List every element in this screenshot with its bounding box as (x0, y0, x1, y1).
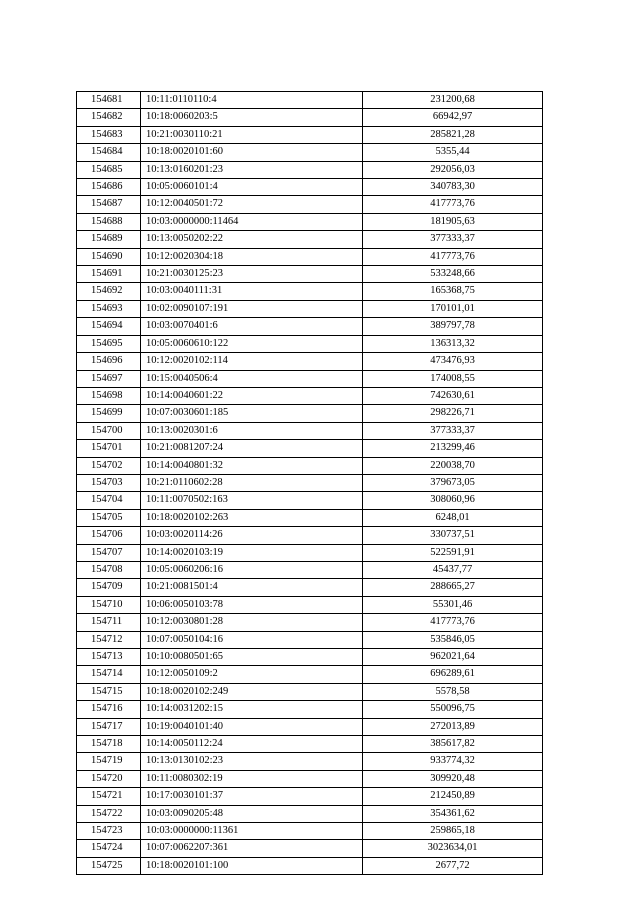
amount-cell: 272013,89 (363, 718, 543, 735)
cadastral-number-cell: 10:02:0090107:191 (141, 300, 363, 317)
row-id-cell: 154687 (77, 196, 141, 213)
amount-cell: 174008,55 (363, 370, 543, 387)
cadastral-number-cell: 10:14:0040801:32 (141, 457, 363, 474)
cadastral-number-cell: 10:03:0090205:48 (141, 805, 363, 822)
cadastral-number-cell: 10:18:0020102:263 (141, 509, 363, 526)
cadastral-number-cell: 10:14:0050112:24 (141, 736, 363, 753)
row-id-cell: 154683 (77, 126, 141, 143)
cadastral-number-cell: 10:21:0081207:24 (141, 440, 363, 457)
table-row (77, 596, 543, 613)
cadastral-number-cell: 10:12:0040501:72 (141, 196, 363, 213)
amount-cell: 3023634,01 (363, 840, 543, 857)
amount-cell: 354361,62 (363, 805, 543, 822)
row-id-cell: 154714 (77, 666, 141, 683)
amount-cell: 136313,32 (363, 335, 543, 352)
table-row (77, 266, 543, 283)
amount-cell: 535846,05 (363, 631, 543, 648)
amount-cell: 377333,37 (363, 422, 543, 439)
table-row (77, 492, 543, 509)
row-id-cell: 154704 (77, 492, 141, 509)
amount-cell: 66942,97 (363, 109, 543, 126)
row-id-cell: 154719 (77, 753, 141, 770)
amount-cell: 389797,78 (363, 318, 543, 335)
row-id-cell: 154702 (77, 457, 141, 474)
cadastral-number-cell: 10:07:0050104:16 (141, 631, 363, 648)
cadastral-number-cell: 10:12:0050109:2 (141, 666, 363, 683)
table-row (77, 335, 543, 352)
cadastral-number-cell: 10:14:0040601:22 (141, 387, 363, 404)
cadastral-number-cell: 10:17:0030101:37 (141, 788, 363, 805)
row-id-cell: 154722 (77, 805, 141, 822)
amount-cell: 417773,76 (363, 248, 543, 265)
amount-cell: 170101,01 (363, 300, 543, 317)
cadastral-number-cell: 10:03:0020114:26 (141, 527, 363, 544)
amount-cell: 45437,77 (363, 561, 543, 578)
cadastral-number-cell: 10:13:0160201:23 (141, 161, 363, 178)
amount-cell: 181905,63 (363, 213, 543, 230)
table-row (77, 231, 543, 248)
table-row (77, 527, 543, 544)
cadastral-number-cell: 10:21:0081501:4 (141, 579, 363, 596)
amount-cell: 533248,66 (363, 266, 543, 283)
amount-cell: 292056,03 (363, 161, 543, 178)
table-row (77, 788, 543, 805)
table-row (77, 387, 543, 404)
cadastral-number-cell: 10:14:0031202:15 (141, 701, 363, 718)
cadastral-number-cell: 10:18:0020102:249 (141, 683, 363, 700)
table-row (77, 823, 543, 840)
amount-cell: 550096,75 (363, 701, 543, 718)
amount-cell: 385617,82 (363, 736, 543, 753)
row-id-cell: 154688 (77, 213, 141, 230)
table-row (77, 161, 543, 178)
row-id-cell: 154695 (77, 335, 141, 352)
table-row (77, 126, 543, 143)
cadastral-number-cell: 10:07:0030601:185 (141, 405, 363, 422)
cadastral-number-cell: 10:03:0000000:11361 (141, 823, 363, 840)
amount-cell: 259865,18 (363, 823, 543, 840)
row-id-cell: 154700 (77, 422, 141, 439)
cadastral-number-cell: 10:21:0030125:23 (141, 266, 363, 283)
row-id-cell: 154711 (77, 614, 141, 631)
row-id-cell: 154694 (77, 318, 141, 335)
cadastral-number-cell: 10:18:0020101:100 (141, 857, 363, 874)
row-id-cell: 154685 (77, 161, 141, 178)
row-id-cell: 154703 (77, 474, 141, 491)
cadastral-number-cell: 10:05:0060206:16 (141, 561, 363, 578)
table-row (77, 109, 543, 126)
table-row (77, 701, 543, 718)
cadastral-number-cell: 10:05:0060101:4 (141, 179, 363, 196)
amount-cell: 696289,61 (363, 666, 543, 683)
row-id-cell: 154691 (77, 266, 141, 283)
table-row (77, 405, 543, 422)
amount-cell: 340783,30 (363, 179, 543, 196)
cadastral-number-cell: 10:18:0020101:60 (141, 144, 363, 161)
amount-cell: 213299,46 (363, 440, 543, 457)
cadastral-number-cell: 10:14:0020103:19 (141, 544, 363, 561)
row-id-cell: 154706 (77, 527, 141, 544)
amount-cell: 933774,32 (363, 753, 543, 770)
table-row (77, 422, 543, 439)
table-row (77, 614, 543, 631)
cadastral-number-cell: 10:13:0020301:6 (141, 422, 363, 439)
row-id-cell: 154710 (77, 596, 141, 613)
table-row (77, 753, 543, 770)
cadastral-number-cell: 10:21:0030110:21 (141, 126, 363, 143)
amount-cell: 417773,76 (363, 614, 543, 631)
table-row (77, 561, 543, 578)
row-id-cell: 154716 (77, 701, 141, 718)
table-row (77, 579, 543, 596)
cadastral-number-cell: 10:11:0070502:163 (141, 492, 363, 509)
table-body (77, 92, 543, 875)
amount-cell: 212450,89 (363, 788, 543, 805)
row-id-cell: 154698 (77, 387, 141, 404)
amount-cell: 417773,76 (363, 196, 543, 213)
row-id-cell: 154723 (77, 823, 141, 840)
cadastral-number-cell: 10:03:0070401:6 (141, 318, 363, 335)
amount-cell: 5578,58 (363, 683, 543, 700)
table-row (77, 318, 543, 335)
row-id-cell: 154709 (77, 579, 141, 596)
table-row (77, 544, 543, 561)
row-id-cell: 154705 (77, 509, 141, 526)
table-row (77, 92, 543, 109)
row-id-cell: 154686 (77, 179, 141, 196)
table-row (77, 353, 543, 370)
table-row (77, 649, 543, 666)
row-id-cell: 154717 (77, 718, 141, 735)
row-id-cell: 154689 (77, 231, 141, 248)
table-row (77, 283, 543, 300)
amount-cell: 377333,37 (363, 231, 543, 248)
table-row (77, 857, 543, 874)
amount-cell: 298226,71 (363, 405, 543, 422)
table-row (77, 683, 543, 700)
cadastral-number-cell: 10:21:0110602:28 (141, 474, 363, 491)
table-row (77, 179, 543, 196)
amount-cell: 285821,28 (363, 126, 543, 143)
row-id-cell: 154713 (77, 649, 141, 666)
table-row (77, 805, 543, 822)
amount-cell: 165368,75 (363, 283, 543, 300)
cadastral-number-cell: 10:03:0040111:31 (141, 283, 363, 300)
amount-cell: 2677,72 (363, 857, 543, 874)
row-id-cell: 154720 (77, 770, 141, 787)
cadastral-number-cell: 10:06:0050103:78 (141, 596, 363, 613)
amount-cell: 220038,70 (363, 457, 543, 474)
row-id-cell: 154712 (77, 631, 141, 648)
row-id-cell: 154697 (77, 370, 141, 387)
row-id-cell: 154681 (77, 92, 141, 109)
cadastral-number-cell: 10:10:0080501:65 (141, 649, 363, 666)
table-row (77, 213, 543, 230)
table-row (77, 736, 543, 753)
cadastral-number-cell: 10:05:0060610:122 (141, 335, 363, 352)
cadastral-number-cell: 10:11:0110110:4 (141, 92, 363, 109)
amount-cell: 962021,64 (363, 649, 543, 666)
amount-cell: 379673,05 (363, 474, 543, 491)
table-row (77, 196, 543, 213)
table-row (77, 144, 543, 161)
row-id-cell: 154718 (77, 736, 141, 753)
row-id-cell: 154707 (77, 544, 141, 561)
cadastral-number-cell: 10:18:0060203:5 (141, 109, 363, 126)
amount-cell: 308060,96 (363, 492, 543, 509)
amount-cell: 6248,01 (363, 509, 543, 526)
row-id-cell: 154721 (77, 788, 141, 805)
row-id-cell: 154692 (77, 283, 141, 300)
cadastral-number-cell: 10:15:0040506:4 (141, 370, 363, 387)
table-row (77, 474, 543, 491)
table-row (77, 840, 543, 857)
table-row (77, 300, 543, 317)
row-id-cell: 154682 (77, 109, 141, 126)
table-row (77, 440, 543, 457)
table-row (77, 248, 543, 265)
row-id-cell: 154693 (77, 300, 141, 317)
cadastral-number-cell: 10:13:0130102:23 (141, 753, 363, 770)
table-row (77, 666, 543, 683)
amount-cell: 742630,61 (363, 387, 543, 404)
amount-cell: 330737,51 (363, 527, 543, 544)
row-id-cell: 154696 (77, 353, 141, 370)
cadastral-number-cell: 10:03:0000000:11464 (141, 213, 363, 230)
data-table (76, 91, 543, 875)
amount-cell: 309920,48 (363, 770, 543, 787)
amount-cell: 522591,91 (363, 544, 543, 561)
cadastral-number-cell: 10:19:0040101:40 (141, 718, 363, 735)
table-row (77, 457, 543, 474)
row-id-cell: 154715 (77, 683, 141, 700)
row-id-cell: 154690 (77, 248, 141, 265)
amount-cell: 473476,93 (363, 353, 543, 370)
amount-cell: 5355,44 (363, 144, 543, 161)
row-id-cell: 154684 (77, 144, 141, 161)
amount-cell: 231200,68 (363, 92, 543, 109)
table-row (77, 770, 543, 787)
table-row (77, 509, 543, 526)
cadastral-number-cell: 10:11:0080302:19 (141, 770, 363, 787)
cadastral-number-cell: 10:12:0030801:28 (141, 614, 363, 631)
table-row (77, 370, 543, 387)
amount-cell: 288665,27 (363, 579, 543, 596)
table-row (77, 718, 543, 735)
amount-cell: 55301,46 (363, 596, 543, 613)
cadastral-number-cell: 10:12:0020102:114 (141, 353, 363, 370)
row-id-cell: 154708 (77, 561, 141, 578)
cadastral-number-cell: 10:13:0050202:22 (141, 231, 363, 248)
row-id-cell: 154724 (77, 840, 141, 857)
row-id-cell: 154701 (77, 440, 141, 457)
row-id-cell: 154725 (77, 857, 141, 874)
row-id-cell: 154699 (77, 405, 141, 422)
table-row (77, 631, 543, 648)
cadastral-number-cell: 10:07:0062207:361 (141, 840, 363, 857)
cadastral-number-cell: 10:12:0020304:18 (141, 248, 363, 265)
